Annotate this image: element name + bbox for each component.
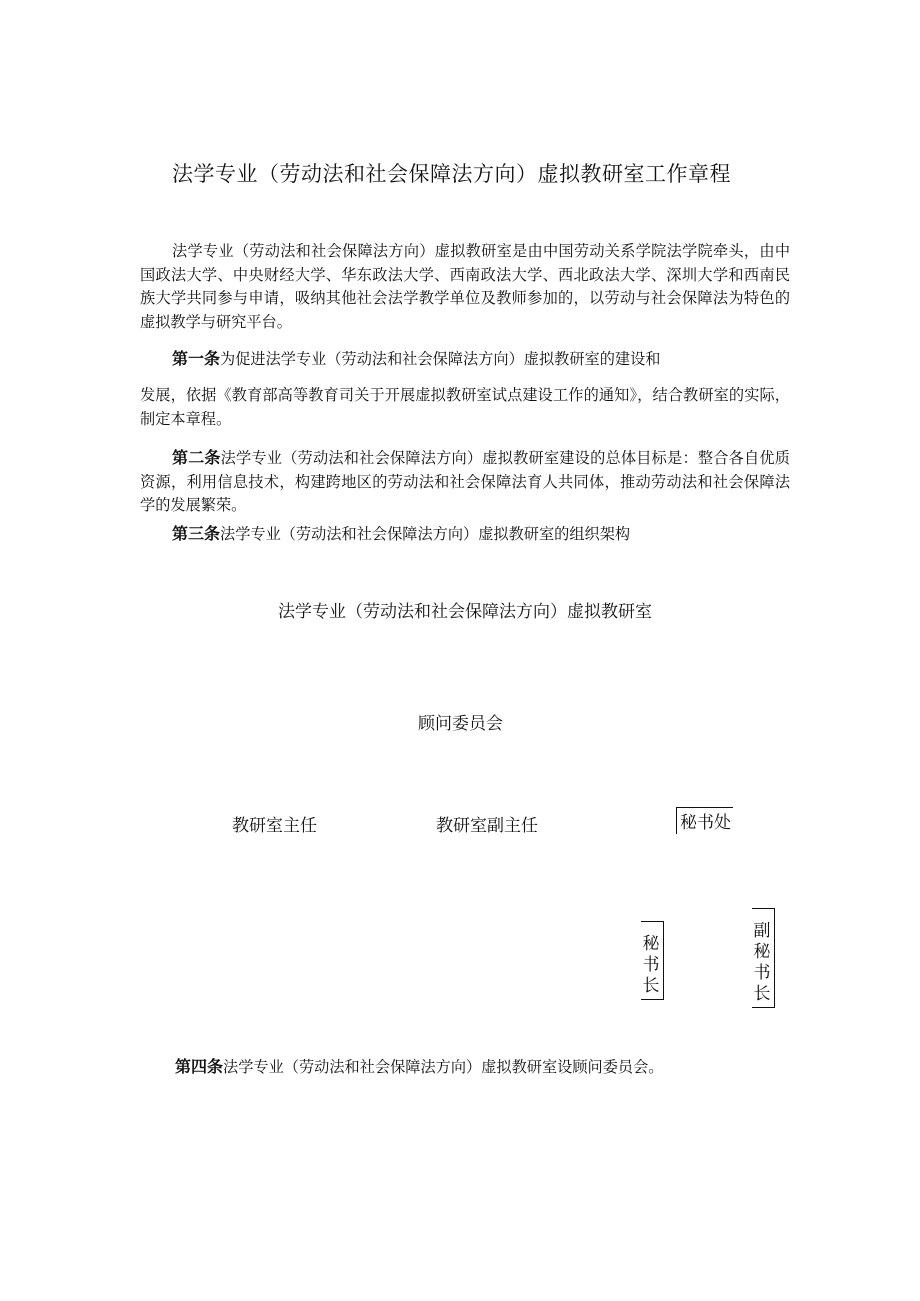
org-director: 教研室主任 (232, 816, 317, 836)
document-title: 法学专业（劳动法和社会保障法方向）虚拟教研室工作章程 (172, 162, 731, 186)
article-3-text: 法学专业（劳动法和社会保障法方向）虚拟教研室的组织架构 (220, 525, 631, 543)
article-2-text: 法学专业（劳动法和社会保障法方向）虚拟教研室建设的总体目标是：整合各自优质资源，利用信息技术，构建跨地区的劳动法和社会保障法育人共同体，推动劳动法和社会保障法学的发展繁荣。 (140, 449, 790, 514)
article-1-text-line1: 为促进法学专业（劳动法和社会保障法方向）虚拟教研室的建设和 (220, 350, 661, 368)
article-3 (172, 522, 792, 547)
article-1-label: 第一条 (172, 349, 221, 368)
article-3-label: 第三条 (172, 524, 221, 543)
article-4-label: 第四条 (175, 1057, 224, 1076)
org-advisory-committee: 顾问委员会 (418, 714, 503, 734)
article-4-text: 法学专业（劳动法和社会保障法方向）虚拟教研室设顾问委员会。 (223, 1058, 664, 1076)
article-1-line1 (172, 347, 792, 372)
article-2-label: 第二条 (172, 448, 221, 467)
org-deputy-director: 教研室副主任 (436, 816, 538, 836)
article-4 (175, 1055, 795, 1080)
org-secretariat: 秘书处 (676, 807, 733, 834)
org-secretary-general: 秘书长 (641, 921, 664, 1000)
org-deputy-secretary-general: 副秘书长 (752, 908, 775, 1008)
article-2 (140, 446, 790, 518)
intro-paragraph: 法学专业（劳动法和社会保障法方向）虚拟教研室是由中国劳动关系学院法学院牵头，由中国政法大学、中央财经大学、华东政法大学、西南政法大学、西北政法大学、深圳大学和西南民族大学共同参与申请，吸纳其他社会法学教学单位及教师参加的，以劳动与社会保障法为特色的虚拟教学与研究平台。 (140, 242, 790, 331)
org-chart-title: 法学专业（劳动法和社会保障法方向）虚拟教研室 (278, 602, 652, 622)
article-1-continuation: 发展，依据《教育部高等教育司关于开展虚拟教研室试点建设工作的通知》，结合教研室的实际，制定本章程。 (140, 386, 790, 428)
